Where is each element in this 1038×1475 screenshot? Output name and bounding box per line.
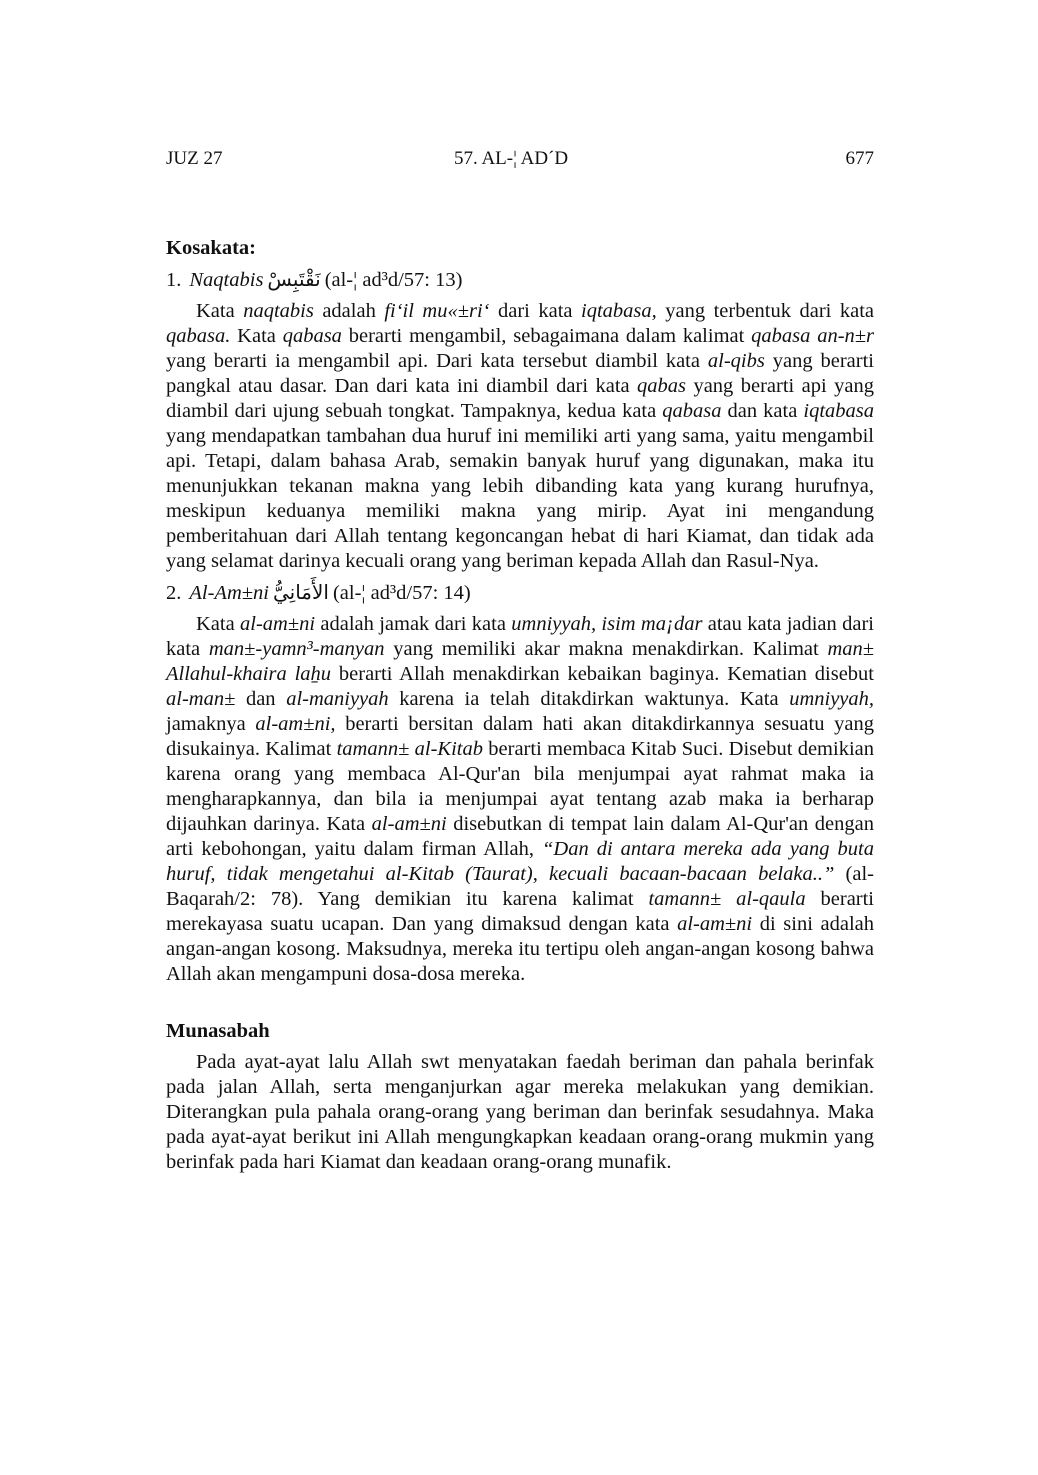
running-header	[166, 148, 874, 174]
munasabah-heading: Munasabah	[166, 1020, 270, 1042]
italic-term: qabasa.	[166, 325, 231, 347]
italic-term: qabasa	[282, 325, 342, 347]
section-gap	[166, 993, 874, 1019]
entry-number: 1.	[166, 269, 182, 291]
entry-term: Naqtabis	[189, 269, 264, 291]
italic-term: al-am±ni	[371, 813, 447, 835]
italic-term: qabasa an-n±r	[751, 325, 874, 347]
entry-reference: (al-¦ ad³d/57: 13)	[324, 269, 463, 291]
kosakata-heading: Kosakata:	[166, 237, 256, 259]
italic-term: al-am±ni	[677, 913, 753, 935]
juz-label: JUZ 27	[166, 148, 223, 169]
munasabah-paragraph: Pada ayat-ayat lalu Allah swt menyatakan faedah beriman dan pahala berinfak pada jalan Allah, serta menganjurkan agar mereka melakukan yang demikian. Diterangkan pula pahala orang-orang yang beriman dan berinfak sesudahnya. Maka pada ayat-ayat berikut ini Allah mengungkapkan keadaan orang-orang mukmin yang berinfak pada hari Kiamat dan keadaan orang-orang munafik.	[166, 1051, 874, 1173]
italic-term: al-qibs	[707, 350, 765, 372]
page-number: 677	[845, 148, 874, 169]
italic-term: tamann± al-Kitab	[336, 738, 483, 760]
italic-term: “Dan di antara mereka ada yang buta huruf, tidak mengetahui al-Kitab (Taurat), kecuali bacaan-bacaan belaka..”	[166, 838, 874, 885]
surah-title: 57. AL-¦ AD´D	[454, 148, 569, 169]
italic-term: iqtabasa	[803, 400, 874, 422]
main-content	[166, 236, 874, 1181]
arabic-term: الأَمَانِيُّ	[272, 580, 329, 604]
vocab-entry-paragraph: Kata al-am±ni adalah jamak dari kata umniyyah, isim ma¡dar atau kata jadian dari kata man±-yamn³-manyan yang memiliki akar makna menakdirkan. Kalimat man± Allahul-khaira laẖu berarti Allah menakdirkan kebaikan baginya. Kematian disebut al-man± dan al-maniyyah karena ia telah ditakdirkan waktunya. Kata umniyyah, jamaknya al-am±ni, berarti bersitan dalam hati akan ditakdirkannya sesuatu yang disukainya. Kalimat tamann± al-Kitab berarti membaca Kitab Suci. Disebut demikian karena orang yang membaca Al-Qur'an bila menjumpai ayat rahmat maka ia mengharapkannya, dan bila ia menjumpai ayat tentang azab maka ia berharap dijauhkan darinya. Kata al-am±ni disebutkan di tempat lain dalam Al-Qur'an dengan arti kebohongan, yaitu dalam firman Allah, “Dan di antara mereka ada yang buta huruf, tidak mengetahui al-Kitab (Taurat), kecuali bacaan-bacaan belaka..” (al-Baqarah/2: 78). Yang demikian itu karena kalimat tamann± al-qaula berarti merekayasa suatu ucapan. Dan yang dimaksud dengan kata al-am±ni di sini adalah angan-angan kosong. Maksudnya, mereka itu tertipu oleh angan-angan kosong bahwa Allah akan mengampuni dosa-dosa mereka.	[166, 613, 875, 985]
vocab-entry-title	[166, 267, 874, 293]
arabic-term: نَقْتَبِسْ	[267, 267, 321, 291]
italic-term: al-maniyyah	[286, 688, 389, 710]
italic-term: fi‘il mu«±ri‘	[384, 300, 490, 322]
italic-term: al-am±ni	[240, 613, 316, 635]
italic-term: naqtabis	[243, 300, 314, 322]
italic-term: al-am±ni,	[255, 713, 336, 735]
italic-term: al-man±	[166, 688, 236, 710]
italic-term: man±-yamn³-manyan	[208, 638, 385, 660]
italic-term: qabas	[637, 375, 687, 397]
italic-term: umniyyah, isim ma¡dar	[511, 613, 703, 635]
entry-term: Al-Am±ni	[189, 582, 269, 604]
vocab-entry-paragraph: Kata naqtabis adalah fi‘il mu«±ri‘ dari kata iqtabasa, yang terbentuk dari kata qabasa. Kata qabasa berarti mengambil, sebagaimana dalam kalimat qabasa an-n±r yang berarti ia mengambil api. Dari kata tersebut diambil kata al-qibs yang berarti pangkal atau dasar. Dan dari kata ini diambil dari kata qabas yang berarti api yang diambil dari ujung sebuah tongkat. Tampaknya, kedua kata qabasa dan kata iqtabasa yang mendapatkan tambahan dua huruf ini memiliki arti yang sama, yaitu mengambil api. Tetapi, dalam bahasa Arab, semakin banyak huruf yang digunakan, maka itu menunjukkan tekanan makna yang lebih dibanding kata yang kurang hurufnya, meskipun keduanya memiliki makna yang mirip. Ayat ini mengandung pemberitahuan dari Allah tentang kegoncangan hebat di hari Kiamat, dan tidak ada yang selamat darinya kecuali orang yang beriman kepada Allah dan Rasul-Nya.	[166, 300, 875, 572]
entry-reference: (al-¦ ad³d/57: 14)	[332, 582, 471, 604]
italic-term: iqtabasa,	[581, 300, 657, 322]
italic-term: tamann± al-qaula	[648, 888, 806, 910]
entry-number: 2.	[166, 582, 182, 604]
italic-term: umniyyah,	[789, 688, 875, 710]
italic-term: man± Allahul-khaira laẖu	[166, 638, 874, 685]
italic-term: qabasa	[662, 400, 722, 422]
vocab-entry-title	[166, 580, 874, 606]
